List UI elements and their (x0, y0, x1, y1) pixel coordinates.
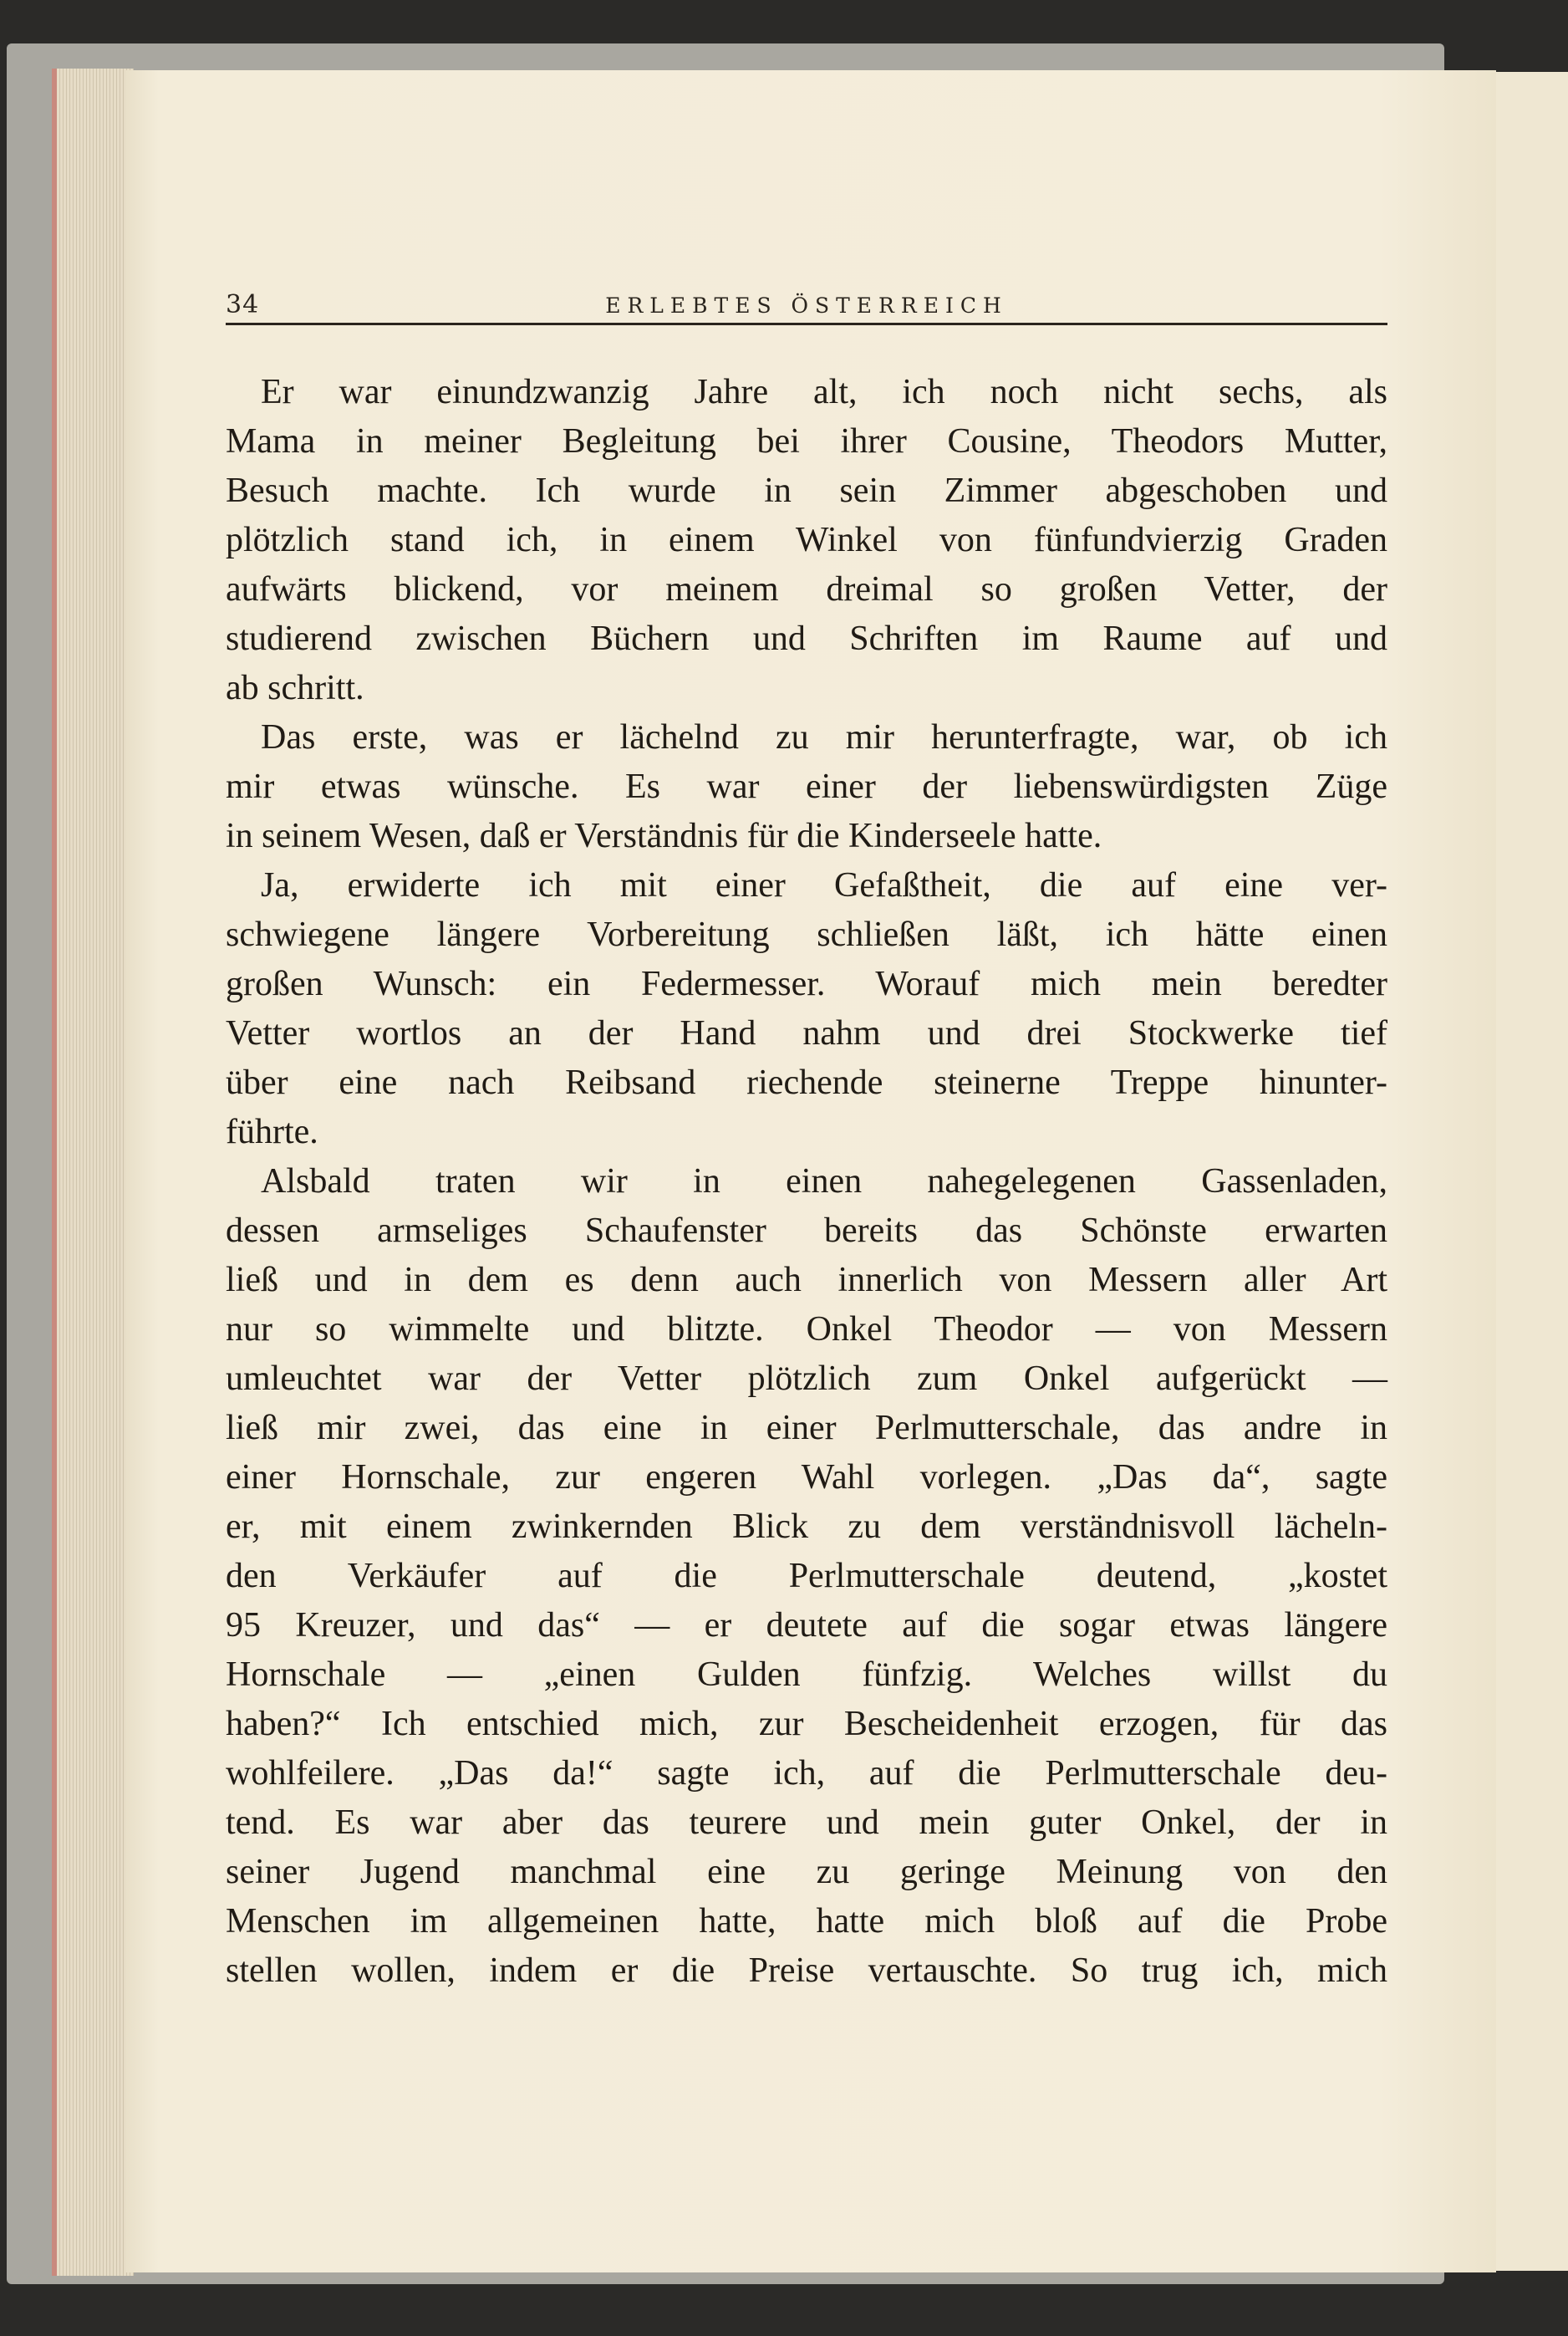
text-line: nur so wimmelte und blitzte. Onkel Theodor — von Messern (226, 1310, 1387, 1349)
text-line: den Verkäufer auf die Perlmutterschale deutend, „kostet (226, 1557, 1387, 1595)
text-line: mir etwas wünsche. Es war einer der liebenswürdigsten Züge (226, 768, 1387, 806)
text-line: ab schritt. (226, 669, 364, 707)
text-line: über eine nach Reibsand riechende steinerne Treppe hinunter- (226, 1063, 1387, 1102)
text-line: studierend zwischen Büchern und Schriften im Raume auf und (226, 620, 1387, 658)
text-line: führte. (226, 1113, 318, 1151)
text-line: Vetter wortlos an der Hand nahm und drei Stockwerke tief (226, 1014, 1387, 1053)
text-line: tend. Es war aber das teurere und mein guter Onkel, der in (226, 1803, 1387, 1842)
paragraph (226, 368, 1387, 713)
text-line: Besuch machte. Ich wurde in sein Zimmer abgeschoben und (226, 472, 1387, 510)
text-line: Alsbald traten wir in einen nahegelegenen Gassenladen, (261, 1162, 1387, 1201)
text-line: schwiegene längere Vorbereitung schließen läßt, ich hätte einen (226, 916, 1387, 954)
facing-page-edge (1493, 72, 1568, 2271)
text-line: Er war einundzwanzig Jahre alt, ich noch nicht sechs, als (261, 373, 1387, 411)
text-line: Hornschale — „einen Gulden fünfzig. Welches willst du (226, 1655, 1387, 1694)
text-line: er, mit einem zwinkernden Blick zu dem verständnisvoll lächeln- (226, 1507, 1387, 1546)
text-line: großen Wunsch: ein Federmesser. Worauf mich mein beredter (226, 965, 1387, 1003)
text-line: ließ mir zwei, das eine in einer Perlmutterschale, das andre in (226, 1409, 1387, 1447)
text-line: umleuchtet war der Vetter plötzlich zum Onkel aufgerückt — (226, 1359, 1387, 1398)
page-number: 34 (226, 290, 260, 319)
text-line: seiner Jugend manchmal eine zu geringe Meinung von den (226, 1853, 1387, 1891)
text-line: dessen armseliges Schaufenster bereits das Schönste erwarten (226, 1211, 1387, 1250)
text-line: haben?“ Ich entschied mich, zur Bescheidenheit erzogen, für das (226, 1705, 1387, 1743)
text-line: Ja, erwiderte ich mit einer Gefaßtheit, die auf eine ver- (261, 866, 1387, 905)
paragraph (226, 1157, 1387, 1996)
paragraph (226, 713, 1387, 861)
text-line: ließ und in dem es denn auch innerlich von Messern aller Art (226, 1261, 1387, 1299)
paragraph (226, 861, 1387, 1157)
text-line: Menschen im allgemeinen hatte, hatte mich bloß auf die Probe (226, 1902, 1387, 1941)
text-line: aufwärts blickend, vor meinem dreimal so großen Vetter, der (226, 570, 1387, 609)
text-line: stellen wollen, indem er die Preise vertauschte. So trug ich, mich (226, 1951, 1387, 1990)
running-title: ERLEBTES ÖSTERREICH (605, 293, 1008, 318)
body-text (226, 368, 1387, 1996)
text-line: in seinem Wesen, daß er Verständnis für die Kinderseele hatte. (226, 817, 1102, 855)
running-head (226, 276, 1387, 325)
text-line: 95 Kreuzer, und das“ — er deutete auf die sogar etwas längere (226, 1606, 1387, 1645)
page-edges (52, 69, 134, 2276)
text-line: Das erste, was er lächelnd zu mir herunterfragte, war, ob ich (261, 718, 1387, 757)
text-line: Mama in meiner Begleitung bei ihrer Cousine, Theodors Mutter, (226, 422, 1387, 461)
text-line: wohlfeilere. „Das da!“ sagte ich, auf die Perlmutterschale deu- (226, 1754, 1387, 1793)
text-line: plötzlich stand ich, in einem Winkel von fünfundvierzig Graden (226, 521, 1387, 559)
text-line: einer Hornschale, zur engeren Wahl vorlegen. „Das da“, sagte (226, 1458, 1387, 1497)
